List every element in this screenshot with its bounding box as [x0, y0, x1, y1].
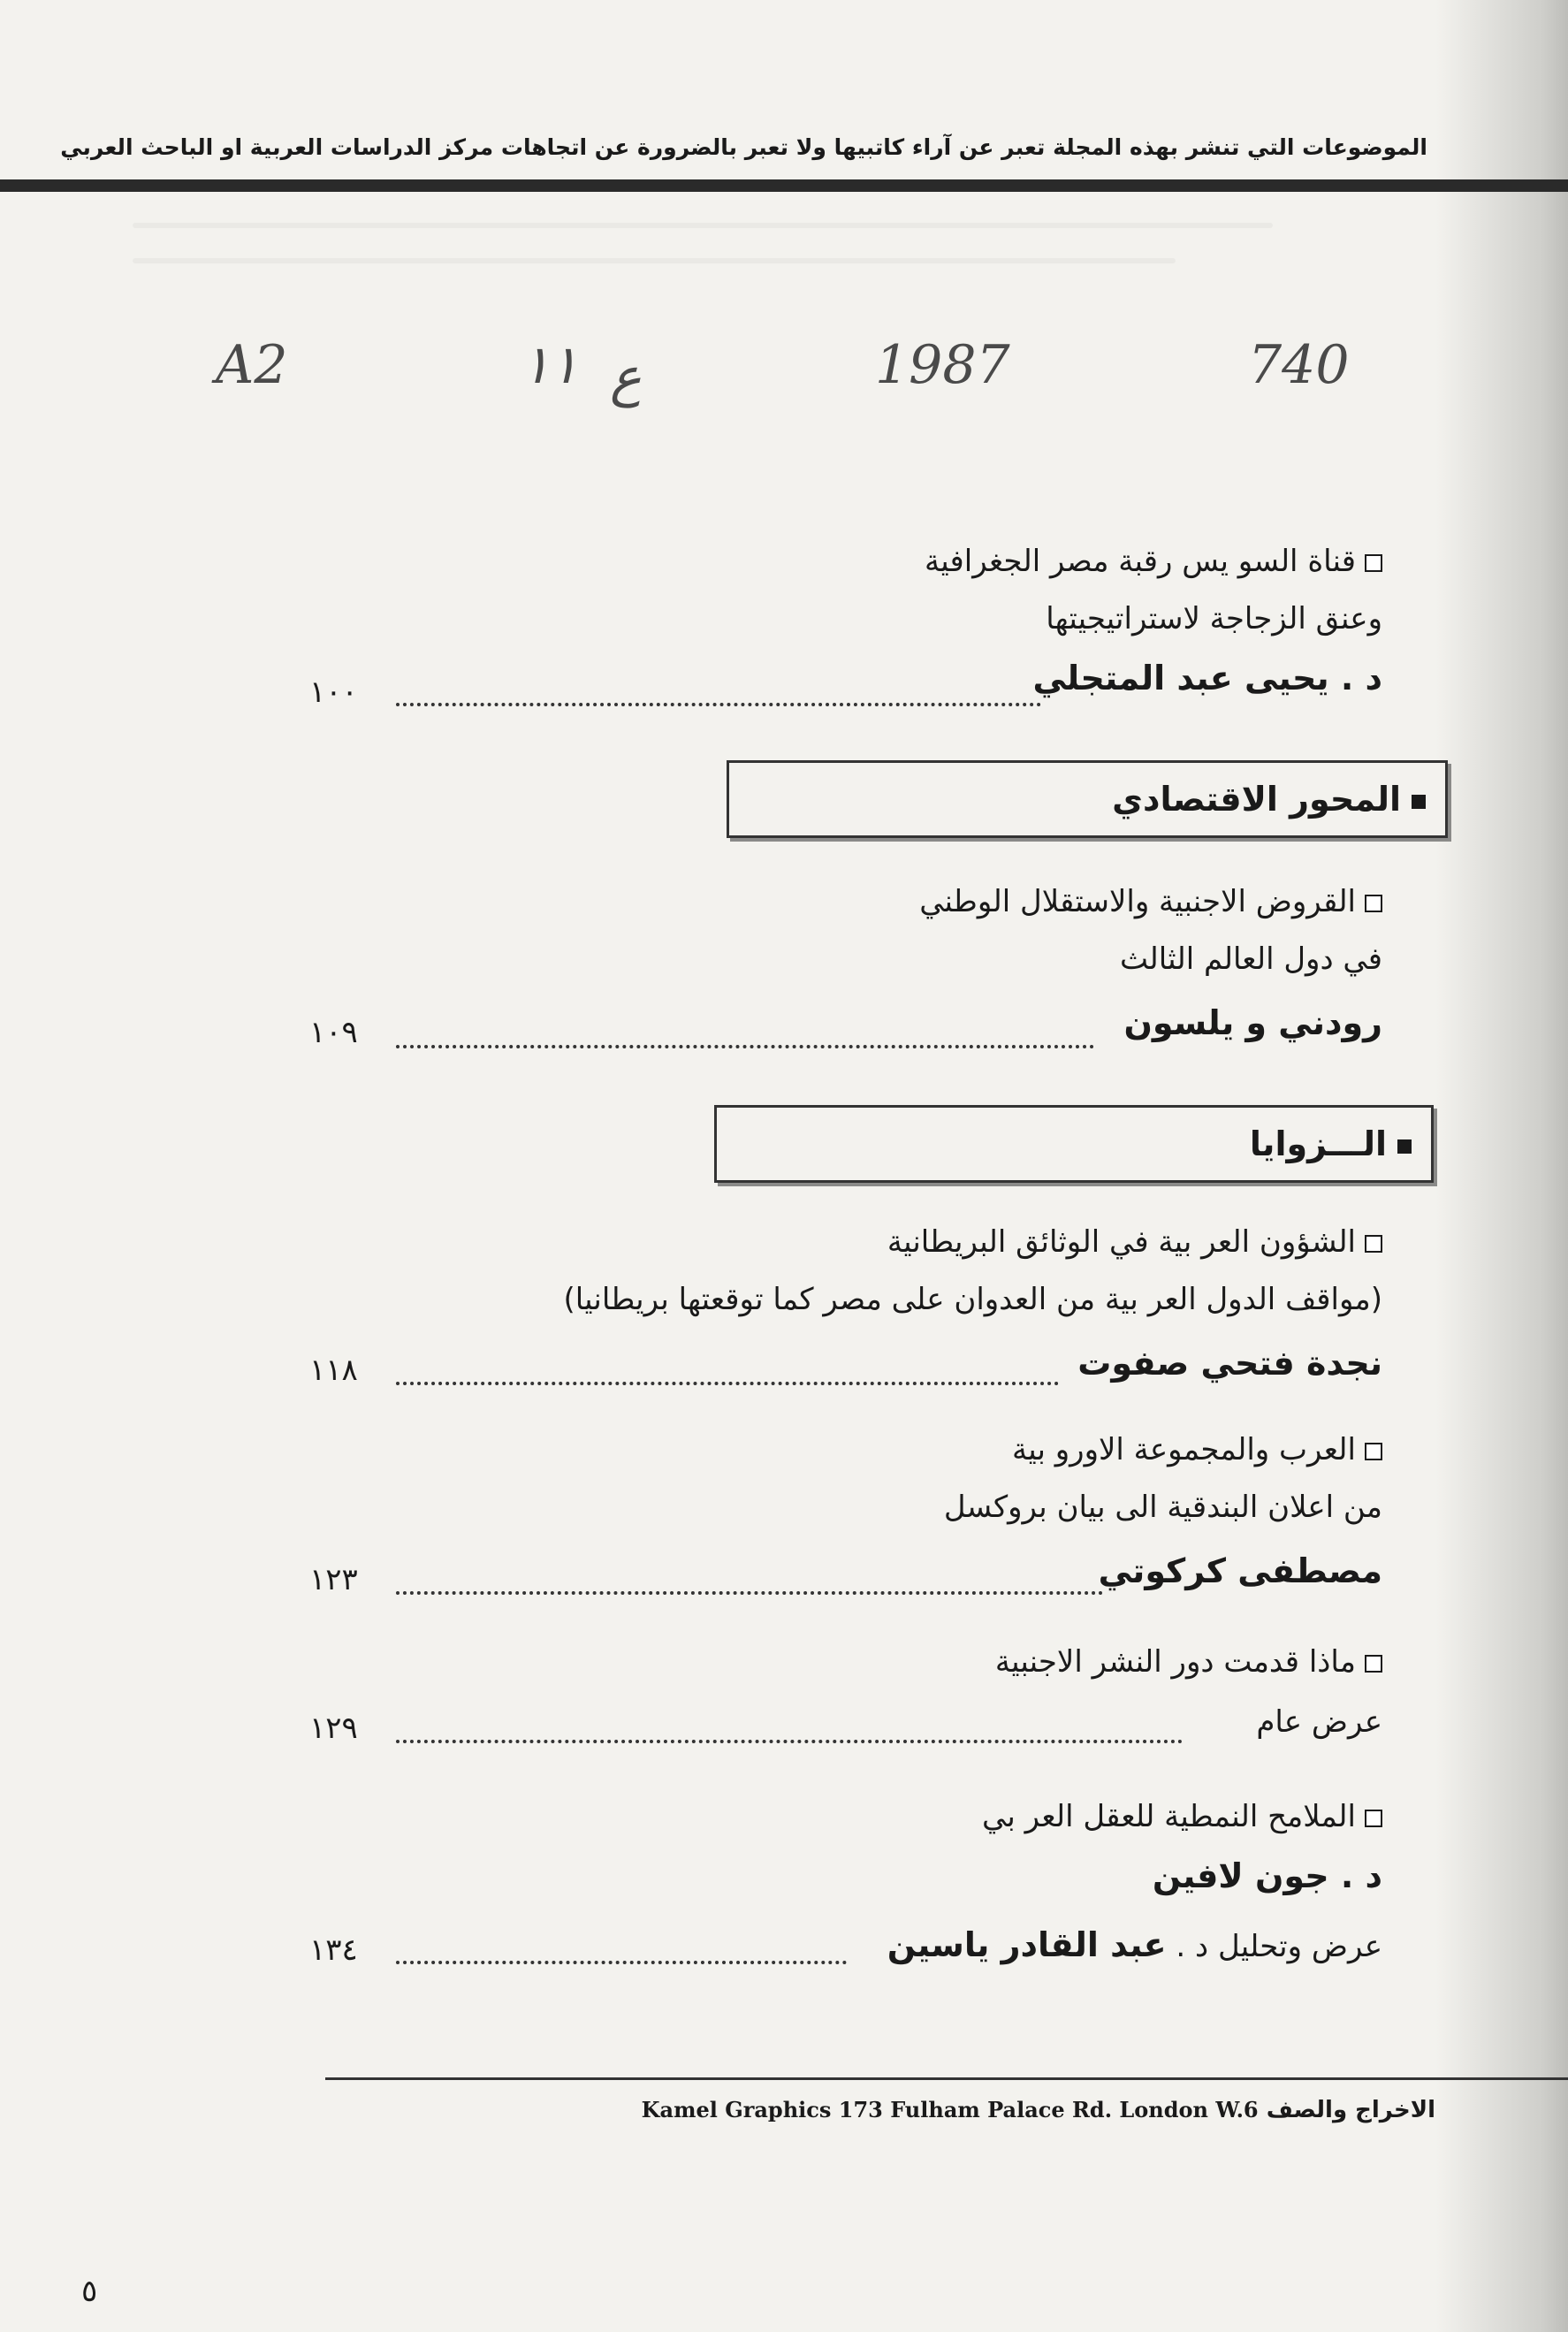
hollow-square-bullet-icon [1365, 1443, 1382, 1460]
entry-title-line: قناة السو يس رقبة مصر الجغرافية [925, 544, 1382, 579]
credits-label: الاخراج والصف [1266, 2097, 1435, 2123]
entry-title-line: وعنق الزجاجة لاستراتيجيتها [1046, 601, 1382, 636]
credits-text: Kamel Graphics 173 Fulham Palace Rd. London W.6 [641, 2097, 1259, 2122]
handwritten-note-d: 1987 [875, 334, 1010, 396]
entry-author: مصطفى كركوتي [1098, 1551, 1382, 1590]
bottom-rule [325, 2077, 1568, 2080]
section-title: المحور الاقتصادي [1112, 780, 1426, 819]
dot-leader [396, 1045, 1094, 1048]
entry-author: نجدة فتحي صفوت [1077, 1344, 1382, 1383]
page-number: ١٠٠ [309, 674, 358, 710]
entry-subject-author: د . جون لافين [1152, 1856, 1382, 1895]
entry-title-line: (مواقف الدول العر بية من العدوان على مصر كما توقعتها بريطانيا) [563, 1282, 1382, 1317]
handwritten-note-c: ع [610, 347, 642, 408]
section-header-angles [714, 1105, 1434, 1183]
dot-leader [396, 1591, 1103, 1595]
page-number: ١٠٩ [309, 1015, 358, 1050]
entry-author: عرض وتحليل د . عبد القادر ياسين [887, 1925, 1382, 1964]
dot-leader [396, 1961, 847, 1964]
hollow-square-bullet-icon [1365, 554, 1382, 572]
dot-leader [396, 1740, 1183, 1743]
folio-page-number: ٥ [81, 2274, 98, 2309]
entry-author: عرض عام [1256, 1704, 1382, 1740]
bleed-through [133, 258, 1176, 263]
handwritten-note-e: 740 [1248, 334, 1350, 396]
solid-square-bullet-icon [1412, 795, 1426, 809]
hollow-square-bullet-icon [1365, 1655, 1382, 1673]
page-number: ١٢٣ [309, 1562, 358, 1597]
entry-author: رودني و يلسون [1123, 1003, 1382, 1042]
dot-leader [396, 703, 1041, 706]
entry-title-line: الملامح النمطية للعقل العر بي [982, 1799, 1382, 1834]
entry-author: د . يحيى عبد المتجلي [1032, 659, 1382, 697]
dot-leader [396, 1382, 1059, 1385]
entry-title-line: في دول العالم الثالث [1119, 941, 1382, 977]
section-title: الـــزوايا [1250, 1124, 1412, 1163]
page-number: ١٣٤ [309, 1932, 358, 1968]
entry-title-line: العرب والمجموعة الاورو بية [1012, 1432, 1382, 1467]
handwritten-note-a: A2 [216, 334, 288, 396]
section-header-economic [727, 760, 1448, 838]
hollow-square-bullet-icon [1365, 1810, 1382, 1827]
entry-title-line: الشؤون العر بية في الوثائق البريطانية [887, 1224, 1382, 1260]
hollow-square-bullet-icon [1365, 1235, 1382, 1253]
top-rule [0, 179, 1568, 192]
entry-title-line: من اعلان البندقية الى بيان بروكسل [943, 1490, 1382, 1525]
disclaimer: الموضوعات التي تنشر بهذه المجلة تعبر عن آراء كاتبيها ولا تعبر بالضرورة عن اتجاهات مركز الدراسات العربية او الباحث العربي [60, 134, 1427, 160]
solid-square-bullet-icon [1397, 1139, 1412, 1154]
entry-title-line: القروض الاجنبية والاستقلال الوطني [919, 884, 1382, 919]
hollow-square-bullet-icon [1365, 895, 1382, 912]
handwritten-notes [0, 334, 1568, 423]
page-number: ١١٨ [309, 1353, 358, 1388]
page-number: ١٢٩ [309, 1711, 358, 1746]
production-credits [642, 2097, 1435, 2123]
bleed-through [133, 223, 1273, 228]
entry-title-line: ماذا قدمت دور النشر الاجنبية [995, 1644, 1382, 1680]
handwritten-note-b: ١١ [521, 334, 579, 396]
